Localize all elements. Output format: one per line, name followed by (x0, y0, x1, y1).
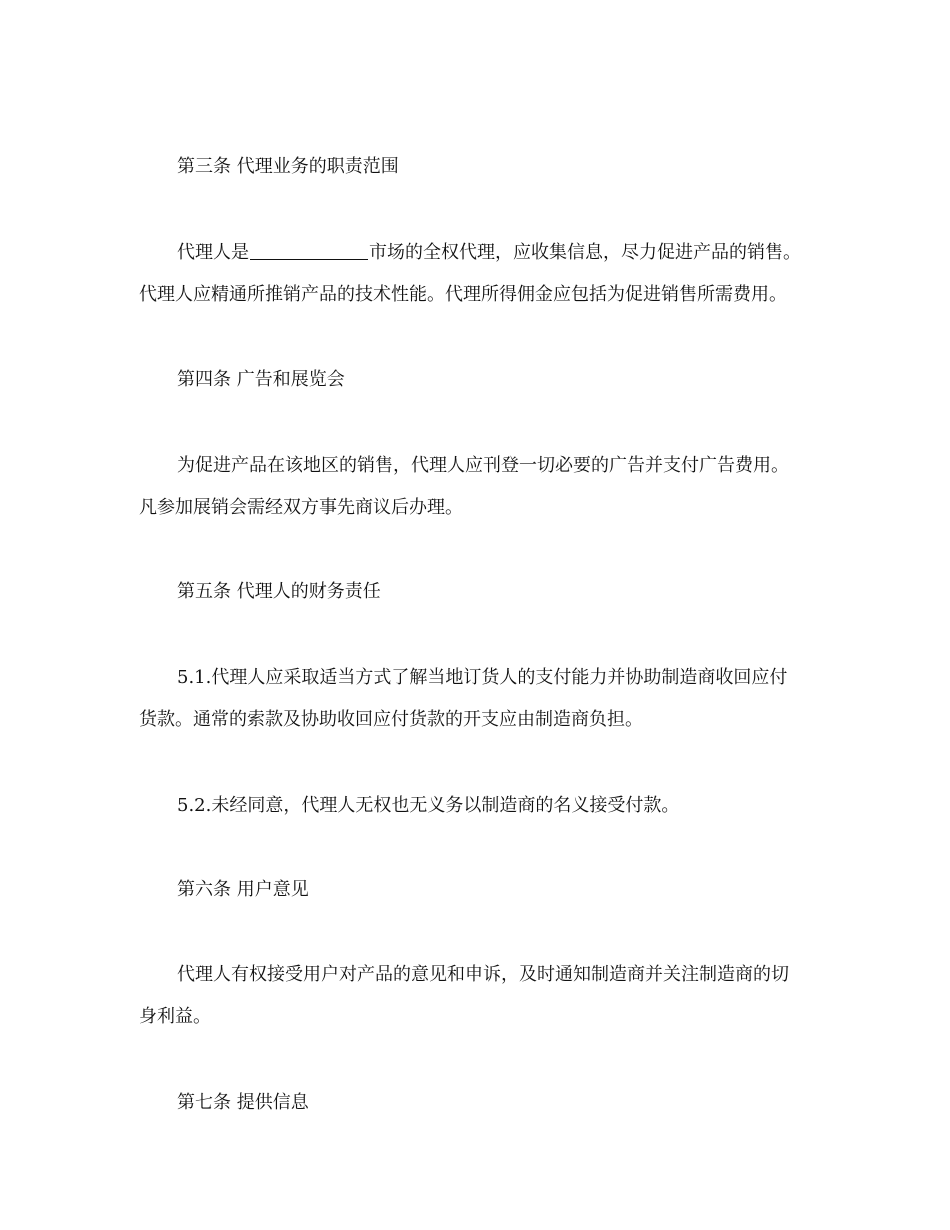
article-5-clause-1-line-1: 5.1.代理人应采取适当方式了解当地订货人的支付能力并协助制造商收回应付 (177, 667, 788, 688)
article-6-paragraph-line-1: 代理人有权接受用户对产品的意见和申诉，及时通知制造商并关注制造商的切 (177, 964, 789, 985)
article-3-paragraph-line-1 (177, 241, 819, 265)
article-4-paragraph-line-2: 凡参加展销会需经双方事先商议后办理。 (139, 497, 463, 518)
fill-in-blank[interactable] (250, 241, 368, 260)
article-3-heading: 第三条 代理业务的职责范围 (177, 156, 399, 177)
article-4-heading: 第四条 广告和展览会 (177, 369, 345, 390)
article-5-clause-2: 5.2.未经同意，代理人无权也无义务以制造商的名义接受付款。 (177, 795, 680, 816)
article-7-heading: 第七条 提供信息 (177, 1092, 309, 1113)
article-6-paragraph-line-2: 身利益。 (139, 1006, 211, 1027)
article-5-heading: 第五条 代理人的财务责任 (177, 581, 381, 602)
article-3-paragraph-line-2: 代理人应精通所推销产品的技术性能。代理所得佣金应包括为促进销售所需费用。 (139, 284, 787, 305)
article-3-text-before-blank: 代理人是 (177, 242, 249, 263)
article-3-text-after-blank: 市场的全权代理，应收集信息，尽力促进产品的销售。 (369, 242, 801, 263)
article-4-paragraph-line-1: 为促进产品在该地区的销售，代理人应刊登一切必要的广告并支付广告费用。 (177, 455, 789, 476)
article-5-clause-1-line-2: 货款。通常的索款及协助收回应付货款的开支应由制造商负担。 (139, 709, 643, 730)
article-6-heading: 第六条 用户意见 (177, 879, 309, 900)
